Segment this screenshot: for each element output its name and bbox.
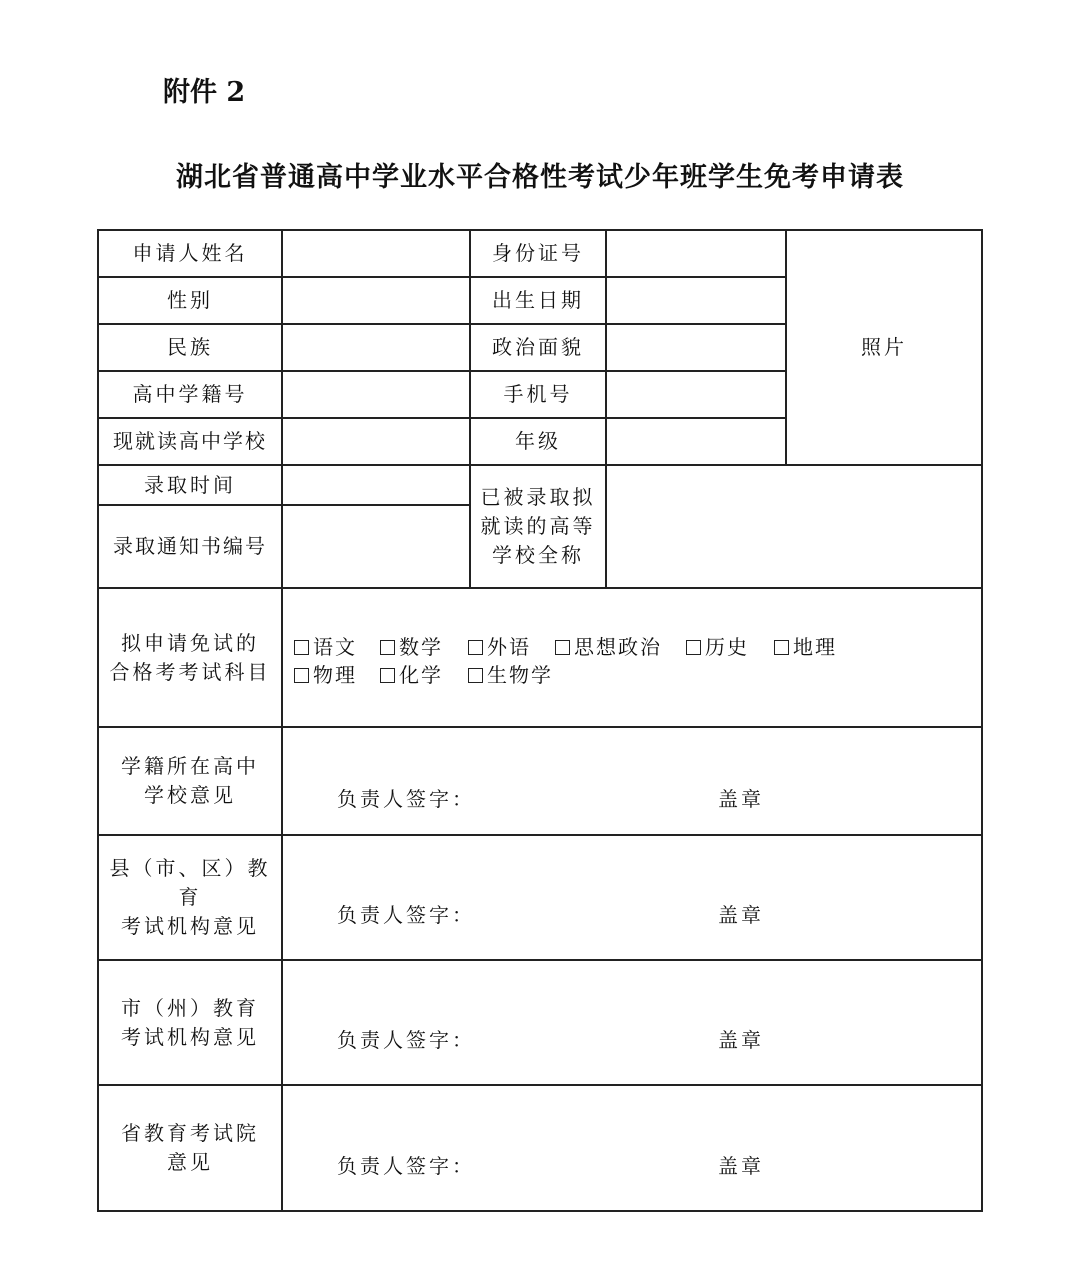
signature-label: 负责人签字： (337, 1028, 475, 1052)
checkbox-icon[interactable] (380, 640, 395, 655)
opinion-label-line2: 学校意见 (144, 783, 236, 807)
checkbox-icon[interactable] (294, 668, 309, 683)
label-admitted-university-line1: 已被录取拟 (480, 485, 596, 509)
attachment-label: 附件 2 (163, 77, 246, 108)
checkbox-icon[interactable] (774, 640, 789, 655)
checkbox-icon[interactable] (468, 640, 483, 655)
label-school-opinion (99, 728, 281, 834)
label-political-status: 政治面貌 (492, 335, 584, 359)
grid-line (981, 229, 983, 1212)
grid-line (97, 1210, 983, 1212)
label-exempt-subjects (99, 589, 281, 726)
checkbox-icon[interactable] (555, 640, 570, 655)
subject-option-label: 外语 (487, 635, 531, 659)
subject-option-geography[interactable] (774, 631, 837, 660)
subject-option-label: 数学 (399, 635, 443, 659)
subject-option-label: 思想政治 (574, 635, 662, 659)
opinion-label-line2: 意见 (167, 1150, 213, 1174)
grid-line (281, 229, 283, 1212)
checkbox-icon[interactable] (686, 640, 701, 655)
label-admission-time: 录取时间 (144, 472, 236, 497)
seal-label: 盖章 (718, 1154, 764, 1178)
label-mobile: 手机号 (503, 382, 573, 406)
checkbox-icon[interactable] (294, 640, 309, 655)
seal-label: 盖章 (718, 903, 764, 927)
label-city-opinion (99, 961, 281, 1084)
opinion-label-line2: 考试机构意见 (121, 914, 259, 938)
label-birth-date: 出生日期 (492, 288, 584, 312)
opinion-label-line1: 市（州）教育 (121, 995, 259, 1020)
subject-option-label: 物理 (313, 663, 357, 687)
seal-label: 盖章 (718, 787, 764, 811)
grid-line (605, 229, 607, 589)
subject-option-chemistry[interactable] (380, 659, 443, 688)
opinion-label-line1: 省教育考试院 (121, 1121, 259, 1145)
subject-option-physics[interactable] (294, 659, 357, 688)
label-admitted-university-line2: 就读的高等 (480, 514, 596, 538)
label-photo: 照片 (861, 335, 907, 359)
label-gender: 性别 (167, 288, 213, 312)
label-id-number: 身份证号 (492, 241, 584, 265)
opinion-label-line2: 考试机构意见 (121, 1024, 259, 1049)
signature-label: 负责人签字： (337, 903, 475, 927)
form-title: 湖北省普通高中学业水平合格性考试少年班学生免考申请表 (176, 162, 904, 193)
label-exempt-subjects-line2: 合格考考试科目 (109, 659, 271, 684)
opinion-label-line1: 县（市、区）教育 (109, 856, 271, 909)
label-county-opinion (99, 836, 281, 959)
subject-option-label: 历史 (705, 635, 749, 659)
subject-option-math[interactable] (380, 631, 443, 660)
subject-option-chinese[interactable] (294, 631, 357, 660)
checkbox-icon[interactable] (468, 668, 483, 683)
label-student-number: 高中学籍号 (132, 382, 248, 406)
seal-label: 盖章 (718, 1028, 764, 1052)
label-province-opinion (99, 1086, 281, 1210)
subject-option-politics[interactable] (555, 631, 662, 660)
opinion-label-line1: 学籍所在高中 (121, 754, 259, 778)
label-ethnicity: 民族 (167, 335, 213, 359)
label-admitted-university (471, 466, 605, 587)
subject-option-label: 生物学 (487, 663, 553, 687)
label-admitted-university-line3: 学校全称 (492, 543, 584, 567)
subject-option-label: 语文 (313, 635, 357, 659)
subject-option-biology[interactable] (468, 659, 553, 688)
label-exempt-subjects-line1: 拟申请免试的 (121, 630, 259, 655)
subject-option-label: 地理 (793, 635, 837, 659)
subject-option-label: 化学 (399, 663, 443, 687)
subject-option-history[interactable] (686, 631, 749, 660)
signature-label: 负责人签字： (337, 1154, 475, 1178)
checkbox-icon[interactable] (380, 668, 395, 683)
label-applicant-name: 申请人姓名 (132, 241, 248, 265)
label-current-school: 现就读高中学校 (113, 429, 267, 453)
signature-label: 负责人签字： (337, 787, 475, 811)
subject-option-foreign-language[interactable] (468, 631, 531, 660)
label-admission-notice-number: 录取通知书编号 (113, 534, 267, 558)
label-grade: 年级 (515, 429, 561, 453)
